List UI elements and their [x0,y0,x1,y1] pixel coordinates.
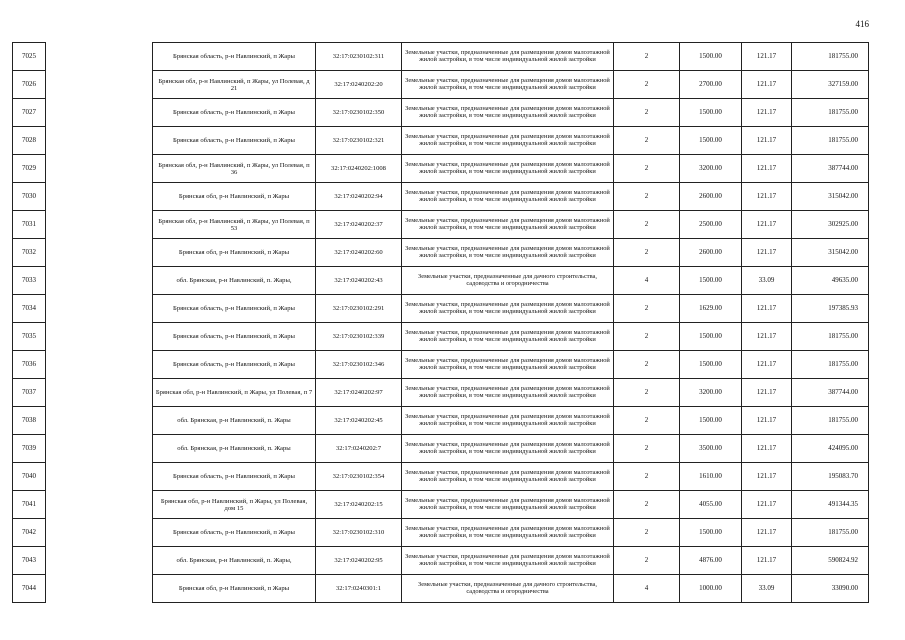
row-area: 1500.00 [680,267,742,295]
row-cadastral-value: 181755.00 [792,99,869,127]
row-specific-value: 121.17 [742,295,792,323]
row-land-purpose: Земельные участки, предназначенные для размещения домов малоэтажной жилой застройки, в том числе индивидуальной жилой застройки [402,351,614,379]
row-land-purpose: Земельные участки, предназначенные для размещения домов малоэтажной жилой застройки, в том числе индивидуальной жилой застройки [402,127,614,155]
row-address: Брянская обл, р-н Навлинский, п Жары, ул Полевая, п 36 [153,155,316,183]
row-area: 4055.00 [680,491,742,519]
row-number: 7041 [13,491,46,519]
row-gap-cell [46,43,153,71]
table-row [13,71,869,99]
row-gap-cell [46,155,153,183]
row-area: 1500.00 [680,519,742,547]
row-cadastral-value: 315042.00 [792,183,869,211]
row-cadastral-number: 32:17:0230102:346 [316,351,402,379]
row-specific-value: 121.17 [742,463,792,491]
row-group: 4 [614,267,680,295]
row-cadastral-number: 32:17:0230102:321 [316,127,402,155]
row-land-purpose: Земельные участки, предназначенные для размещения домов малоэтажной жилой застройки, в том числе индивидуальной жилой застройки [402,463,614,491]
row-specific-value: 121.17 [742,519,792,547]
row-group: 4 [614,575,680,603]
row-group: 2 [614,239,680,267]
row-gap-cell [46,267,153,295]
row-gap-cell [46,547,153,575]
row-number: 7030 [13,183,46,211]
page-number: 416 [855,19,869,29]
row-address: обл. Брянская, р-н Навлинский, п. Жары [153,407,316,435]
row-area: 2700.00 [680,71,742,99]
row-land-purpose: Земельные участки, предназначенные для размещения домов малоэтажной жилой застройки, в том числе индивидуальной жилой застройки [402,43,614,71]
row-gap-cell [46,519,153,547]
table-row [13,407,869,435]
row-number: 7032 [13,239,46,267]
row-group: 2 [614,99,680,127]
row-land-purpose: Земельные участки, предназначенные для размещения домов малоэтажной жилой застройки, в том числе индивидуальной жилой застройки [402,519,614,547]
row-cadastral-number: 32:17:0240202:7 [316,435,402,463]
row-address: Брянская область, р-н Навлинский, п Жары [153,43,316,71]
row-group: 2 [614,351,680,379]
row-specific-value: 121.17 [742,99,792,127]
row-specific-value: 121.17 [742,155,792,183]
row-group: 2 [614,295,680,323]
row-specific-value: 121.17 [742,435,792,463]
row-area: 1610.00 [680,463,742,491]
row-cadastral-value: 302925.00 [792,211,869,239]
row-address: Брянская обл, р-н Навлинский, п Жары [153,183,316,211]
row-gap-cell [46,463,153,491]
row-cadastral-value: 491344.35 [792,491,869,519]
row-address: Брянская обл, р-н Навлинский, п Жары, ул Полевая, п 7 [153,379,316,407]
row-cadastral-number: 32:17:0230102:350 [316,99,402,127]
row-land-purpose: Земельные участки, предназначенные для размещения домов малоэтажной жилой застройки, в том числе индивидуальной жилой застройки [402,491,614,519]
row-cadastral-value: 197385.93 [792,295,869,323]
row-gap-cell [46,183,153,211]
row-number: 7033 [13,267,46,295]
row-group: 2 [614,183,680,211]
row-gap-cell [46,239,153,267]
row-cadastral-number: 32:17:0240202:45 [316,407,402,435]
row-cadastral-number: 32:17:0240202:15 [316,491,402,519]
row-group: 2 [614,211,680,239]
row-area: 1500.00 [680,127,742,155]
row-gap-cell [46,407,153,435]
row-group: 2 [614,379,680,407]
row-address: обл. Брянская, р-н Навлинский, п. Жары, [153,267,316,295]
row-land-purpose: Земельные участки, предназначенные для размещения домов малоэтажной жилой застройки, в том числе индивидуальной жилой застройки [402,71,614,99]
row-cadastral-number: 32:17:0240202:95 [316,547,402,575]
row-cadastral-number: 32:17:0240301:1 [316,575,402,603]
row-group: 2 [614,43,680,71]
row-cadastral-value: 387744.00 [792,379,869,407]
row-cadastral-value: 33090.00 [792,575,869,603]
row-cadastral-number: 32:17:0230102:354 [316,463,402,491]
row-cadastral-value: 327159.00 [792,71,869,99]
row-cadastral-number: 32:17:0240202:43 [316,267,402,295]
row-address: Брянская область, р-н Навлинский, п Жары [153,295,316,323]
row-address: Брянская область, р-н Навлинский, п Жары [153,351,316,379]
row-address: Брянская область, р-н Навлинский, п Жары [153,323,316,351]
row-area: 2600.00 [680,239,742,267]
row-land-purpose: Земельные участки, предназначенные для размещения домов малоэтажной жилой застройки, в том числе индивидуальной жилой застройки [402,323,614,351]
row-area: 2600.00 [680,183,742,211]
row-group: 2 [614,407,680,435]
row-gap-cell [46,295,153,323]
row-cadastral-number: 32:17:0230102:310 [316,519,402,547]
row-number: 7031 [13,211,46,239]
row-cadastral-value: 181755.00 [792,323,869,351]
row-cadastral-value: 181755.00 [792,519,869,547]
row-area: 1500.00 [680,43,742,71]
row-number: 7035 [13,323,46,351]
row-number: 7029 [13,155,46,183]
row-gap-cell [46,127,153,155]
row-cadastral-number: 32:17:0240202:1008 [316,155,402,183]
row-land-purpose: Земельные участки, предназначенные для размещения домов малоэтажной жилой застройки, в том числе индивидуальной жилой застройки [402,183,614,211]
row-land-purpose: Земельные участки, предназначенные для размещения домов малоэтажной жилой застройки, в том числе индивидуальной жилой застройки [402,211,614,239]
row-group: 2 [614,491,680,519]
row-specific-value: 121.17 [742,127,792,155]
row-land-purpose: Земельные участки, предназначенные для размещения домов малоэтажной жилой застройки, в том числе индивидуальной жилой застройки [402,435,614,463]
row-area: 1500.00 [680,351,742,379]
table-row [13,267,869,295]
row-land-purpose: Земельные участки, предназначенные для дачного строительства, садоводства и огородничества [402,267,614,295]
row-specific-value: 121.17 [742,183,792,211]
row-cadastral-number: 32:17:0240202:60 [316,239,402,267]
row-land-purpose: Земельные участки, предназначенные для размещения домов малоэтажной жилой застройки, в том числе индивидуальной жилой застройки [402,155,614,183]
row-group: 2 [614,155,680,183]
row-specific-value: 33.09 [742,575,792,603]
table-body [13,43,869,603]
row-area: 3500.00 [680,435,742,463]
row-specific-value: 121.17 [742,379,792,407]
row-gap-cell [46,575,153,603]
row-address: Брянская обл, р-н Навлинский, п Жары [153,239,316,267]
table-row [13,575,869,603]
table-row [13,99,869,127]
row-cadastral-number: 32:17:0240202:37 [316,211,402,239]
table-row [13,127,869,155]
row-area: 1000.00 [680,575,742,603]
row-gap-cell [46,211,153,239]
row-land-purpose: Земельные участки, предназначенные для размещения домов малоэтажной жилой застройки, в том числе индивидуальной жилой застройки [402,239,614,267]
row-land-purpose: Земельные участки, предназначенные для размещения домов малоэтажной жилой застройки, в том числе индивидуальной жилой застройки [402,547,614,575]
row-land-purpose: Земельные участки, предназначенные для размещения домов малоэтажной жилой застройки, в том числе индивидуальной жилой застройки [402,99,614,127]
row-cadastral-value: 181755.00 [792,407,869,435]
row-land-purpose: Земельные участки, предназначенные для размещения домов малоэтажной жилой застройки, в том числе индивидуальной жилой застройки [402,407,614,435]
row-specific-value: 121.17 [742,547,792,575]
row-specific-value: 33.09 [742,267,792,295]
row-number: 7042 [13,519,46,547]
row-area: 1500.00 [680,407,742,435]
row-cadastral-value: 424095.00 [792,435,869,463]
row-gap-cell [46,379,153,407]
row-area: 1500.00 [680,99,742,127]
row-land-purpose: Земельные участки, предназначенные для размещения домов малоэтажной жилой застройки, в том числе индивидуальной жилой застройки [402,295,614,323]
row-gap-cell [46,323,153,351]
row-cadastral-value: 181755.00 [792,127,869,155]
row-group: 2 [614,71,680,99]
table-row [13,351,869,379]
table-row [13,519,869,547]
row-cadastral-value: 181755.00 [792,43,869,71]
row-area: 2500.00 [680,211,742,239]
row-cadastral-number: 32:17:0230102:311 [316,43,402,71]
row-number: 7026 [13,71,46,99]
row-cadastral-number: 32:17:0230102:339 [316,323,402,351]
row-cadastral-value: 590824.92 [792,547,869,575]
row-address: Брянская область, р-н Навлинский, п Жары [153,519,316,547]
row-address: обл. Брянская, р-н Навлинский, п. Жары [153,435,316,463]
row-number: 7034 [13,295,46,323]
row-area: 3200.00 [680,379,742,407]
row-area: 1629.00 [680,295,742,323]
row-number: 7036 [13,351,46,379]
row-area: 3200.00 [680,155,742,183]
row-group: 2 [614,323,680,351]
row-group: 2 [614,463,680,491]
table-row [13,239,869,267]
row-specific-value: 121.17 [742,211,792,239]
row-number: 7039 [13,435,46,463]
row-number: 7027 [13,99,46,127]
row-land-purpose: Земельные участки, предназначенные для размещения домов малоэтажной жилой застройки, в том числе индивидуальной жилой застройки [402,379,614,407]
row-specific-value: 121.17 [742,351,792,379]
row-address: Брянская обл, р-н Навлинский, п Жары, ул Полевая, п 53 [153,211,316,239]
row-gap-cell [46,99,153,127]
table-row [13,323,869,351]
row-cadastral-number: 32:17:0240202:97 [316,379,402,407]
row-specific-value: 121.17 [742,43,792,71]
cadastral-value-table [12,42,869,603]
table-row [13,491,869,519]
row-number: 7025 [13,43,46,71]
table-row [13,211,869,239]
row-number: 7028 [13,127,46,155]
row-address: Брянская обл, р-н Навлинский, п Жары, ул Полевая, д 21 [153,71,316,99]
row-number: 7043 [13,547,46,575]
row-group: 2 [614,435,680,463]
row-cadastral-value: 387744.00 [792,155,869,183]
row-gap-cell [46,71,153,99]
row-cadastral-value: 181755.00 [792,351,869,379]
row-cadastral-number: 32:17:0240202:20 [316,71,402,99]
row-group: 2 [614,519,680,547]
row-gap-cell [46,491,153,519]
table-row [13,295,869,323]
row-gap-cell [46,435,153,463]
row-area: 1500.00 [680,323,742,351]
row-group: 2 [614,547,680,575]
row-address: Брянская обл, р-н Навлинский, п Жары [153,575,316,603]
row-number: 7037 [13,379,46,407]
row-land-purpose: Земельные участки, предназначенные для дачного строительства, садоводства и огородничества [402,575,614,603]
row-number: 7044 [13,575,46,603]
table-row [13,379,869,407]
row-gap-cell [46,351,153,379]
row-number: 7038 [13,407,46,435]
row-address: Брянская область, р-н Навлинский, п Жары [153,127,316,155]
row-address: Брянская область, р-н Навлинский, п Жары [153,463,316,491]
row-cadastral-value: 315042.00 [792,239,869,267]
row-specific-value: 121.17 [742,491,792,519]
row-address: обл. Брянская, р-н Навлинский, п. Жары, [153,547,316,575]
row-specific-value: 121.17 [742,71,792,99]
row-address: Брянская область, р-н Навлинский, п Жары [153,99,316,127]
row-cadastral-value: 49635.00 [792,267,869,295]
row-address: Брянская обл, р-н Навлинский, п Жары, ул Полевая, дом 15 [153,491,316,519]
row-cadastral-number: 32:17:0230102:291 [316,295,402,323]
row-number: 7040 [13,463,46,491]
table-row [13,435,869,463]
table-row [13,155,869,183]
row-specific-value: 121.17 [742,323,792,351]
table-row [13,43,869,71]
row-specific-value: 121.17 [742,239,792,267]
table-row [13,183,869,211]
row-specific-value: 121.17 [742,407,792,435]
row-area: 4876.00 [680,547,742,575]
row-group: 2 [614,127,680,155]
row-cadastral-number: 32:17:0240202:94 [316,183,402,211]
row-cadastral-value: 195083.70 [792,463,869,491]
table-row [13,463,869,491]
table-row [13,547,869,575]
